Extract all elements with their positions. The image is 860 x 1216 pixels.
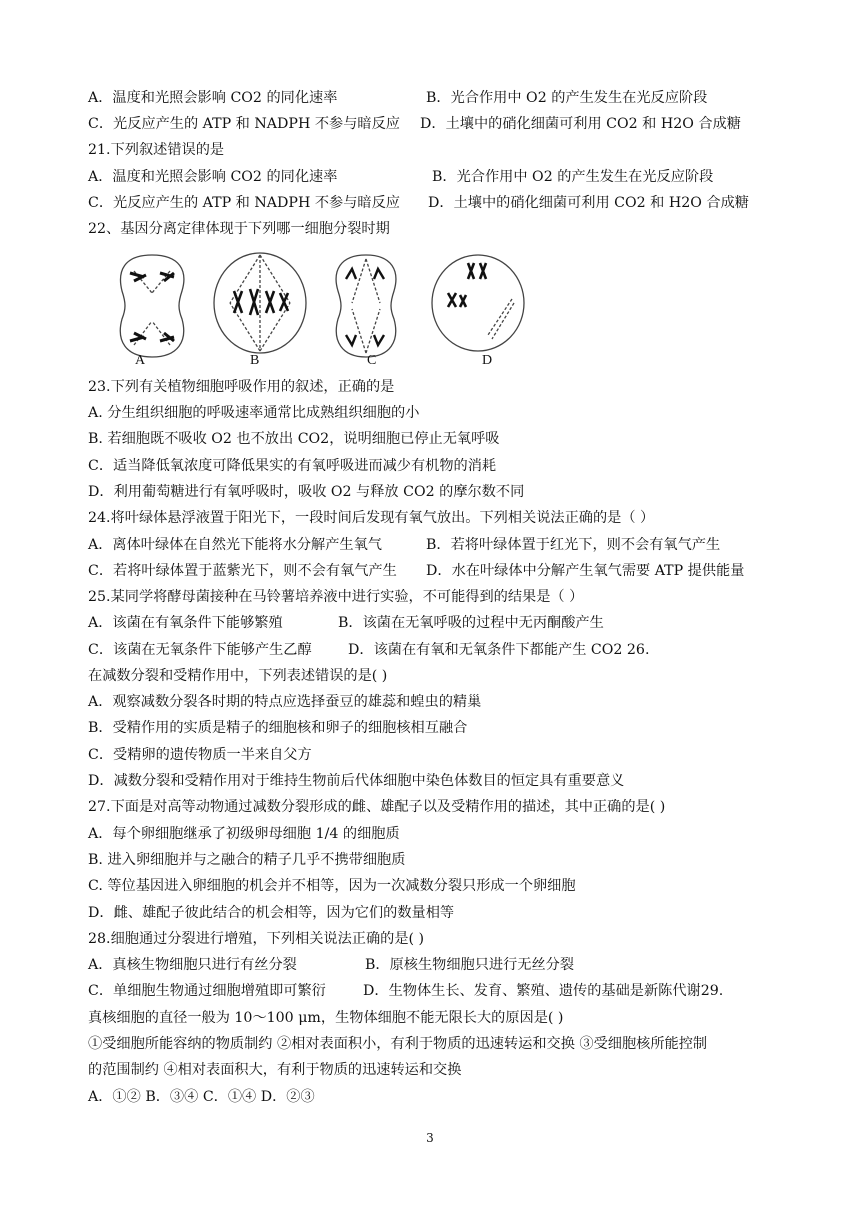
q26-option-d: D．减数分裂和受精作用对于维持生物前后代体细胞中染色体数目的恒定具有重要意义 <box>88 773 625 789</box>
q21-option-b: B．光合作用中 O2 的产生发生在光反应阶段 <box>432 169 714 185</box>
q23-option-c: C．适当降低氧浓度可降低果实的有氧呼吸进而减少有机物的消耗 <box>88 458 497 474</box>
q27-stem: 27.下面是对高等动物通过减数分裂形成的雌、雄配子以及受精作用的描述，其中正确的是( ) <box>88 799 666 815</box>
q22-stem: 22、基因分离定律体现于下列哪一细胞分裂时期 <box>88 221 390 237</box>
q25-stem: 25.某同学将酵母菌接种在马铃薯培养液中进行实验，不可能得到的结果是（ ） <box>88 589 584 605</box>
figure-d-cell <box>432 255 524 351</box>
q23-option-b: B. 若细胞既不吸收 O2 也不放出 CO2，说明细胞已停止无氧呼吸 <box>88 431 500 447</box>
figure-label-d: D <box>482 353 493 368</box>
q21-option-a: A．温度和光照会影响 CO2 的同化速率 <box>88 169 338 185</box>
q28-stem: 28.细胞通过分裂进行增殖，下列相关说法正确的是( ) <box>88 931 425 947</box>
q24-stem: 24.将叶绿体悬浮液置于阳光下，一段时间后发现有氧气放出。下列相关说法正确的是（ ） <box>88 510 655 526</box>
figure-c-cell <box>336 255 396 357</box>
q24-option-b: B．若将叶绿体置于红光下，则不会有氧气产生 <box>426 537 721 553</box>
q29-options-line1: ①受细胞所能容纳的物质制约 ②相对表面积小，有利于物质的迅速转运和交换 ③受细胞核所能控制 <box>88 1036 708 1052</box>
q20-option-a: A．温度和光照会影响 CO2 的同化速率 <box>88 90 338 106</box>
figure-label-b: B <box>250 353 260 368</box>
q29-stem: 真核细胞的直径一般为 10～100 μm，生物体细胞不能无限长大的原因是( ) <box>88 1010 564 1026</box>
q24-option-c: C．若将叶绿体置于蓝紫光下，则不会有氧气产生 <box>88 563 397 579</box>
figure-a-cell <box>120 255 184 357</box>
q27-option-d: D．雌、雄配子彼此结合的机会相等，因为它们的数量相等 <box>88 905 455 921</box>
q23-option-a: A. 分生组织细胞的呼吸速率通常比成熟组织细胞的小 <box>88 405 420 421</box>
q24-option-a: A．离体叶绿体在自然光下能将水分解产生氧气 <box>88 537 382 553</box>
q20-option-d: D．土壤中的硝化细菌可利用 CO2 和 H2O 合成糖 <box>420 116 741 132</box>
q26-stem: 在减数分裂和受精作用中，下列表述错误的是( ) <box>88 668 388 684</box>
q26-option-a: A．观察减数分裂各时期的特点应选择蚕豆的雄蕊和蝗虫的精巢 <box>88 694 482 710</box>
q29-options-line2: 的范围制约 ④相对表面积大，有利于物质的迅速转运和交换 <box>88 1062 462 1078</box>
q27-option-a: A．每个卵细胞继承了初级卵母细胞 1/4 的细胞质 <box>88 826 400 842</box>
q23-option-d: D．利用葡萄糖进行有氧呼吸时，吸收 O2 与释放 CO2 的摩尔数不同 <box>88 484 525 500</box>
q28-option-b: B．原核生物细胞只进行无丝分裂 <box>365 957 575 973</box>
q23-stem: 23.下列有关植物细胞呼吸作用的叙述，正确的是 <box>88 379 395 395</box>
q26-option-b: B．受精作用的实质是精子的细胞核和卵子的细胞核相互融合 <box>88 720 468 736</box>
q20-option-c: C．光反应产生的 ATP 和 NADPH 不参与暗反应 <box>88 116 400 132</box>
q25-option-d: D．该菌在有氧和无氧条件下都能产生 CO2 26. <box>348 642 650 658</box>
q27-option-b: B. 进入卵细胞并与之融合的精子几乎不携带细胞质 <box>88 852 406 868</box>
q28-option-c: C．单细胞生物通过细胞增殖即可繁衍 <box>88 983 326 999</box>
cell-division-figures <box>100 245 540 370</box>
q28-option-a: A．真核生物细胞只进行有丝分裂 <box>88 957 297 973</box>
page-number: 3 <box>426 1131 434 1145</box>
q24-option-d: D．水在叶绿体中分解产生氧气需要 ATP 提供能量 <box>426 563 745 579</box>
figure-label-c: C <box>367 353 377 368</box>
q29-choices: A．①② B．③④ C．①④ D．②③ <box>88 1089 315 1105</box>
q20-option-b: B．光合作用中 O2 的产生发生在光反应阶段 <box>426 90 708 106</box>
figure-label-a: A <box>135 353 146 368</box>
figure-b-cell <box>214 253 306 353</box>
q25-option-c: C．该菌在无氧条件下能够产生乙醇 <box>88 642 312 658</box>
q21-option-d: D．土壤中的硝化细菌可利用 CO2 和 H2O 合成糖 <box>428 195 749 211</box>
q28-option-d: D．生物体生长、发育、繁殖、遗传的基础是新陈代谢29. <box>363 983 724 999</box>
q25-option-a: A．该菌在有氧条件下能够繁殖 <box>88 615 283 631</box>
q21-option-c: C．光反应产生的 ATP 和 NADPH 不参与暗反应 <box>88 195 400 211</box>
q21-stem: 21.下列叙述错误的是 <box>88 142 225 158</box>
q27-option-c: C. 等位基因进入卵细胞的机会并不相等，因为一次减数分裂只形成一个卵细胞 <box>88 878 576 894</box>
q26-option-c: C．受精卵的遗传物质一半来自父方 <box>88 747 312 763</box>
q25-option-b: B．该菌在无氧呼吸的过程中无丙酮酸产生 <box>338 615 604 631</box>
